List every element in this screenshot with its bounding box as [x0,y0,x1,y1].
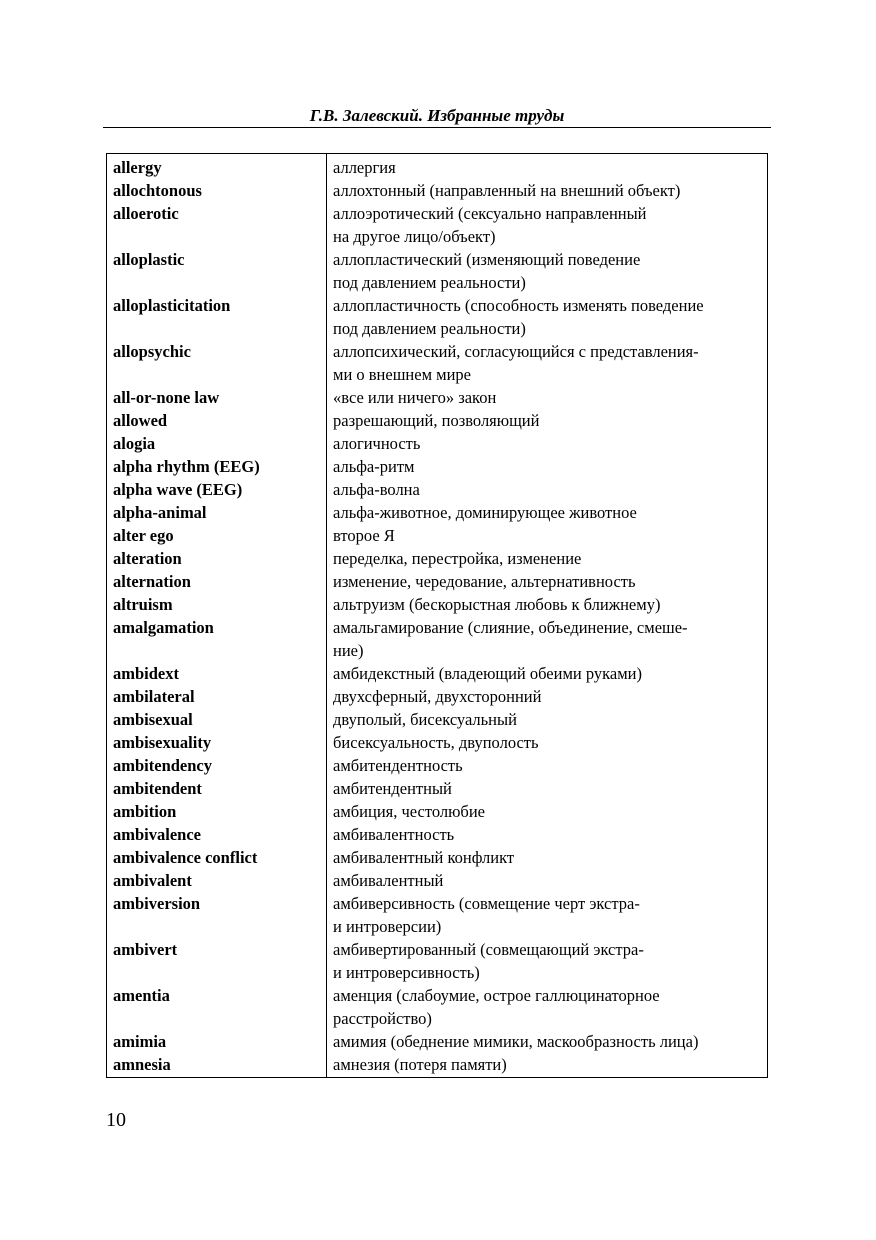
definition-line: изменение, чередование, альтернативность [333,572,636,591]
column-divider [326,154,327,1077]
glossary-row [107,1053,767,1076]
glossary-definition [327,248,767,294]
glossary-row [107,432,767,455]
definition-line: разрешающий, позволяющий [333,411,540,430]
glossary-definition [327,708,767,731]
glossary-row [107,869,767,892]
glossary-row [107,593,767,616]
glossary-row [107,685,767,708]
glossary-term: allergy [113,158,162,177]
glossary-definition [327,1030,767,1053]
glossary-row [107,340,767,386]
glossary-term: allopsychic [113,342,191,361]
glossary-definition [327,432,767,455]
definition-line: двуполый, бисексуальный [333,710,517,729]
definition-line: амбитендентный [333,779,452,798]
definition-line: амбивалентный [333,871,444,890]
glossary-definition [327,754,767,777]
glossary-definition [327,179,767,202]
glossary-definition [327,892,767,938]
page-number: 10 [106,1109,126,1131]
glossary-definition [327,478,767,501]
glossary-term: ambivalence conflict [113,848,258,867]
glossary-row [107,754,767,777]
glossary-row [107,524,767,547]
glossary-row [107,156,767,179]
glossary-term: amalgamation [113,618,214,637]
definition-line: амбиция, честолюбие [333,802,485,821]
definition-line: амбивалентный конфликт [333,848,515,867]
header-rule [103,127,771,128]
glossary-term: alteration [113,549,182,568]
glossary-term: ambiversion [113,894,201,913]
glossary-row [107,386,767,409]
glossary-term: amentia [113,986,170,1005]
glossary-term: ambivalent [113,871,192,890]
glossary-term: ambition [113,802,177,821]
glossary-definition [327,869,767,892]
glossary-row [107,202,767,248]
definition-line: амбидекстный (владеющий обеими руками) [333,664,642,683]
definition-line: аллопластичность (способность изменять поведение [333,296,704,315]
glossary-term: alpha-animal [113,503,207,522]
definition-line: аллохтонный (направленный на внешний объект) [333,181,681,200]
glossary-definition [327,984,767,1030]
glossary-row [107,800,767,823]
definition-line: расстройство) [333,1009,432,1028]
definition-line: и интроверсии) [333,917,442,936]
definition-line: амнезия (потеря памяти) [333,1055,507,1074]
glossary-term: amnesia [113,1055,171,1074]
definition-line: ми о внешнем мире [333,365,471,384]
glossary-term: alpha wave (EEG) [113,480,243,499]
definition-line: альтруизм (бескорыстная любовь к ближнему) [333,595,661,614]
glossary-definition [327,156,767,179]
glossary-row [107,501,767,524]
definition-line: аллергия [333,158,396,177]
glossary-definition [327,731,767,754]
glossary-row [107,846,767,869]
glossary-row [107,478,767,501]
glossary-definition [327,455,767,478]
glossary-term: alpha rhythm (EEG) [113,457,260,476]
glossary-definition [327,938,767,984]
definition-line: аллоэротический (сексуально направленный [333,204,647,223]
definition-line: аллопластический (изменяющий поведение [333,250,641,269]
glossary-definition [327,202,767,248]
definition-line: алогичность [333,434,421,453]
glossary-row [107,823,767,846]
glossary-definition [327,501,767,524]
glossary-row [107,455,767,478]
running-header: Г.В. Залевский. Избранные труды [309,106,565,125]
glossary-term: alogia [113,434,156,453]
definition-line: и интроверсивность) [333,963,480,982]
glossary-term: ambivalence [113,825,201,844]
glossary-row [107,892,767,938]
glossary-term: alloerotic [113,204,179,223]
glossary-row [107,616,767,662]
definition-line: амбитендентность [333,756,463,775]
glossary-row [107,409,767,432]
glossary-definition [327,409,767,432]
definition-line: под давлением реальности) [333,273,526,292]
glossary-definition [327,593,767,616]
glossary-row [107,938,767,984]
definition-line: на другое лицо/объект) [333,227,496,246]
glossary-definition [327,340,767,386]
definition-line: ние) [333,641,364,660]
glossary-definition [327,823,767,846]
definition-line: альфа-ритм [333,457,415,476]
glossary-row [107,547,767,570]
glossary-term: alter ego [113,526,174,545]
glossary-table [106,153,768,1078]
definition-line: бисексуальность, двуполость [333,733,539,752]
glossary-term: alloplasticitation [113,296,231,315]
glossary-definition [327,800,767,823]
glossary-term: all-or-none law [113,388,220,407]
glossary-term: ambilateral [113,687,195,706]
glossary-definition [327,1053,767,1076]
definition-line: альфа-волна [333,480,420,499]
glossary-term: allochtonous [113,181,202,200]
glossary-definition [327,386,767,409]
glossary-term: ambisexual [113,710,193,729]
definition-line: «все или ничего» закон [333,388,497,407]
definition-line: амбивертированный (совмещающий экстра- [333,940,644,959]
glossary-term: alternation [113,572,191,591]
glossary-definition [327,570,767,593]
definition-line: под давлением реальности) [333,319,526,338]
glossary-rows [107,154,767,1077]
glossary-row [107,777,767,800]
glossary-row [107,662,767,685]
glossary-term: allowed [113,411,168,430]
definition-line: амимия (обеднение мимики, маскообразность лица) [333,1032,699,1051]
glossary-definition [327,294,767,340]
glossary-term: ambitendency [113,756,212,775]
glossary-definition [327,662,767,685]
definition-line: амбиверсивность (совмещение черт экстра- [333,894,640,913]
glossary-term: ambivert [113,940,178,959]
glossary-row [107,1030,767,1053]
glossary-definition [327,685,767,708]
definition-line: аллопсихический, согласующийся с представления- [333,342,699,361]
definition-line: переделка, перестройка, изменение [333,549,582,568]
glossary-definition [327,846,767,869]
glossary-definition [327,777,767,800]
glossary-row [107,179,767,202]
definition-line: альфа-животное, доминирующее животное [333,503,637,522]
glossary-row [107,570,767,593]
glossary-term: ambidext [113,664,179,683]
glossary-term: ambitendent [113,779,202,798]
glossary-term: altruism [113,595,173,614]
glossary-row [107,248,767,294]
definition-line: аменция (слабоумие, острое галлюцинаторное [333,986,660,1005]
glossary-term: alloplastic [113,250,185,269]
glossary-row [107,984,767,1030]
definition-line: двухсферный, двухсторонний [333,687,542,706]
glossary-row [107,731,767,754]
glossary-row [107,708,767,731]
glossary-row [107,294,767,340]
definition-line: амбивалентность [333,825,455,844]
definition-line: амальгамирование (слияние, объединение, смеше- [333,618,688,637]
glossary-term: amimia [113,1032,167,1051]
glossary-definition [327,547,767,570]
definition-line: второе Я [333,526,395,545]
glossary-definition [327,616,767,662]
glossary-definition [327,524,767,547]
glossary-term: ambisexuality [113,733,212,752]
